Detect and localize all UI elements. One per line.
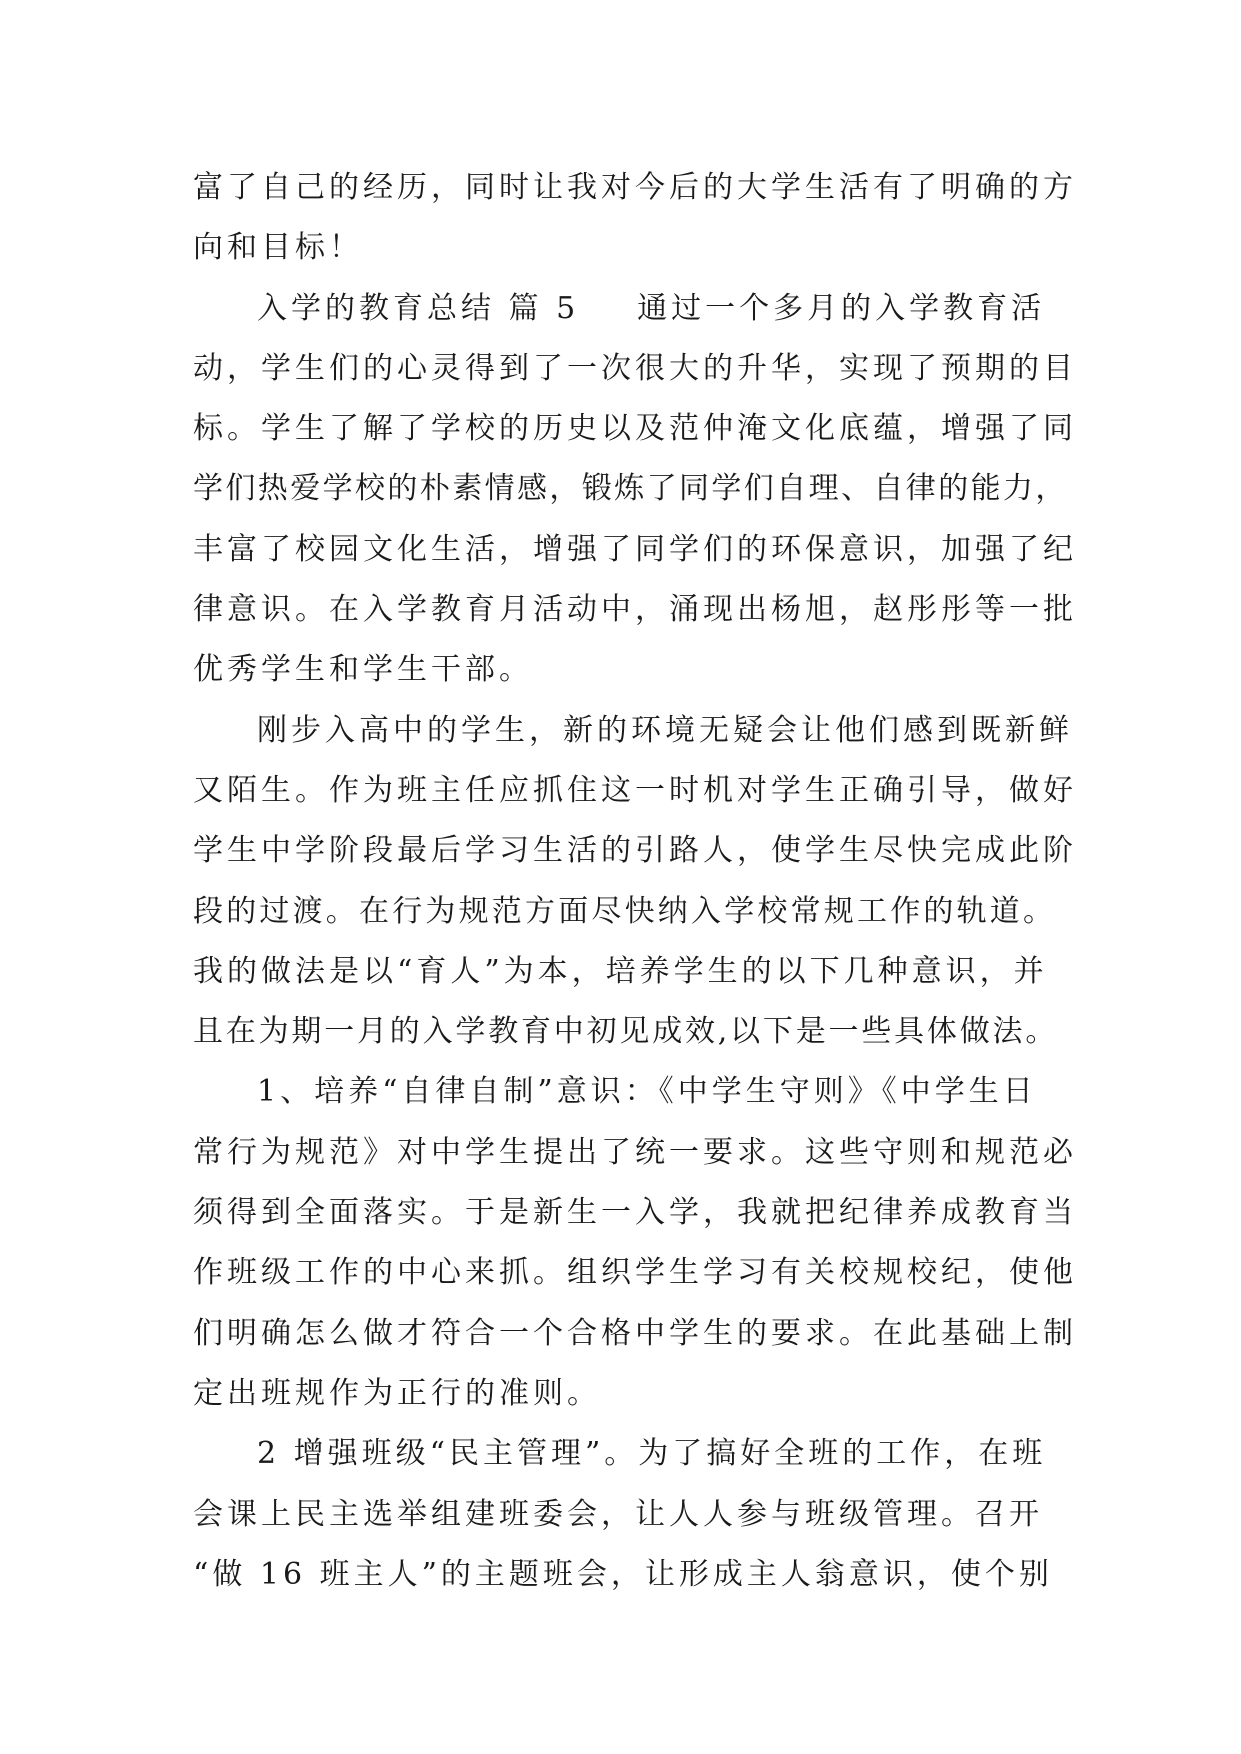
section-heading: 入学的教育总结 篇 5 <box>257 290 580 326</box>
text-line: 动，学生们的心灵得到了一次很大的升华，实现了预期的目 <box>193 350 1077 386</box>
text-line: 们明确怎么做才符合一个合格中学生的要求。在此基础上制 <box>193 1315 1077 1351</box>
text-line: 作班级工作的中心来抓。组织学生学习有关校规校纪，使他 <box>193 1255 1077 1291</box>
text-line: 通过一个多月的入学教育活 <box>637 290 1046 326</box>
list-item-2: 2 增强班级“民主管理”。为了搞好全班的工作，在班 <box>257 1436 1047 1472</box>
text-line: 须得到全面落实。于是新生一入学，我就把纪律养成教育当 <box>193 1195 1077 1231</box>
text-line: 又陌生。作为班主任应抓住这一时机对学生正确引导，做好 <box>193 772 1077 808</box>
text-line: 定出班规作为正行的准则。 <box>193 1375 601 1411</box>
text-line: 标。学生了解了学校的历史以及范仲淹文化底蕴，增强了同 <box>193 411 1077 447</box>
text-line: 丰富了校园文化生活，增强了同学们的环保意识，加强了纪 <box>193 531 1077 567</box>
text-line: 学生中学阶段最后学习生活的引路人，使学生尽快完成此阶 <box>193 833 1077 869</box>
text-line: 会课上民主选举组建班委会，让人人参与班级管理。召开 <box>193 1496 1043 1532</box>
text-line: 且在为期一月的入学教育中初见成效,以下是一些具体做法。 <box>193 1014 1059 1050</box>
text-line: 段的过渡。在行为规范方面尽快纳入学校常规工作的轨道。 <box>193 893 1057 929</box>
section-heading-line <box>193 279 1073 339</box>
document-body <box>193 158 1077 1605</box>
text-line: “做 16 班主人”的主题班会，让形成主人翁意识，使个别 <box>193 1556 1053 1592</box>
text-line: 优秀学生和学生干部。 <box>193 652 533 688</box>
paragraph-start: 刚步入高中的学生，新的环境无疑会让他们感到既新鲜 <box>257 712 1073 748</box>
text-line: 律意识。在入学教育月活动中，涌现出杨旭，赵彤彤等一批 <box>193 592 1077 628</box>
list-item-1: 1、培养“自律自制”意识：《中学生守则》《中学生日 <box>257 1074 1037 1110</box>
text-line: 学们热爱学校的朴素情感，锻炼了同学们自理、自律的能力， <box>193 471 1068 507</box>
text-line: 常行为规范》对中学生提出了统一要求。这些守则和规范必 <box>193 1134 1077 1170</box>
text-line: 我的做法是以“育人”为本，培养学生的以下几种意识，并 <box>193 953 1048 989</box>
text-line: 富了自己的经历，同时让我对今后的大学生活有了明确的方 <box>193 170 1077 205</box>
text-line: 向和目标！ <box>193 230 363 266</box>
